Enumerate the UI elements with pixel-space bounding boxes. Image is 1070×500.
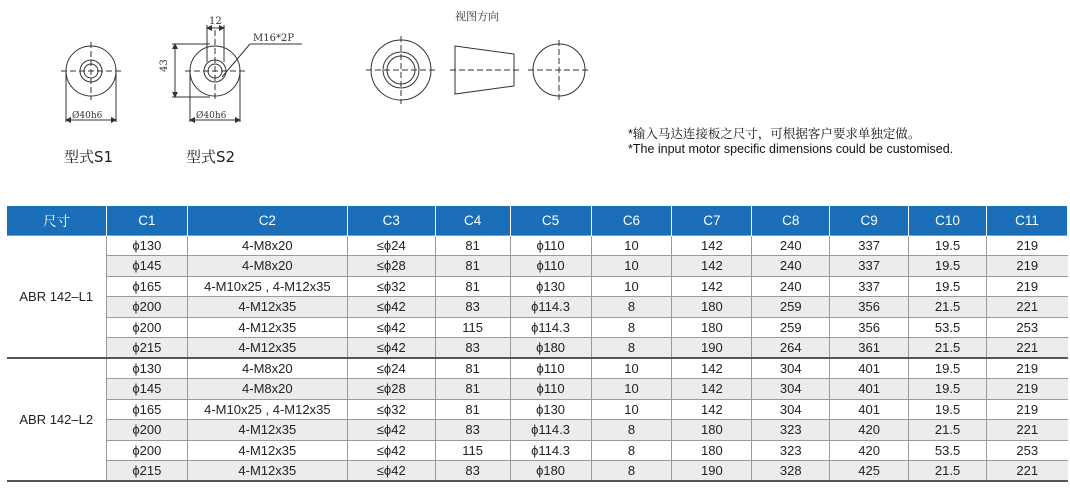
table-cell: 4-M12x35 [187,440,347,461]
table-cell: 219 [987,235,1068,256]
table-cell: 4-M12x35 [187,317,347,338]
table-cell: ≤ϕ42 [347,297,435,318]
table-cell: 337 [830,276,909,297]
column-header: C2 [187,206,347,235]
table-cell: 142 [672,379,752,400]
table-cell: 240 [752,256,830,277]
table-cell: 420 [830,440,909,461]
type-s1-label: 型式S1 [64,148,114,166]
table-row [7,276,1068,297]
table-cell: ≤ϕ42 [347,440,435,461]
table-cell: 8 [591,440,672,461]
table-cell: ≤ϕ28 [347,379,435,400]
column-header: C5 [510,206,591,235]
table-cell: 8 [591,317,672,338]
table-cell: 4-M12x35 [187,297,347,318]
table-cell: ϕ114.3 [510,420,591,441]
table-cell: ≤ϕ32 [347,399,435,420]
table-cell: ≤ϕ42 [347,420,435,441]
s2-width-dim: 12 [209,16,222,27]
table-cell: 8 [591,420,672,441]
table-cell: ≤ϕ42 [347,317,435,338]
table-cell: 259 [752,297,830,318]
table-cell: 328 [752,461,830,482]
table-row [7,379,1068,400]
table-cell: 81 [435,256,510,277]
table-cell: ϕ114.3 [510,440,591,461]
table-cell: 221 [987,420,1068,441]
table-cell: 4-M8x20 [187,358,347,379]
table-cell: 83 [435,461,510,482]
table-cell: ϕ200 [106,297,187,318]
column-header: C6 [591,206,672,235]
table-cell: 219 [987,256,1068,277]
table-cell: 323 [752,420,830,441]
table-cell: 4-M12x35 [187,420,347,441]
table-cell: ϕ200 [106,420,187,441]
drawing-canvas [0,0,1070,200]
table-row [7,358,1068,379]
s1-shaft-drawing [61,42,121,122]
model-cell: ABR 142–L2 [7,358,107,481]
table-cell: 10 [591,276,672,297]
table-cell: 142 [672,399,752,420]
table-cell: 19.5 [909,399,987,420]
table-cell: 4-M8x20 [187,379,347,400]
s2-height-dim: 43 [159,59,170,72]
s1-diameter-label: Ø40h6 [72,111,103,121]
table-cell: 264 [752,338,830,359]
table-cell: 240 [752,276,830,297]
column-header: C3 [347,206,435,235]
table-cell: 323 [752,440,830,461]
table-cell: 19.5 [909,256,987,277]
table-cell: 81 [435,379,510,400]
table-cell: 221 [987,338,1068,359]
table-cell: 8 [591,461,672,482]
table-cell: ϕ180 [510,338,591,359]
table-cell: 83 [435,338,510,359]
table-cell: 21.5 [909,420,987,441]
type-s2-label: 型式S2 [186,148,236,166]
table-cell: 10 [591,358,672,379]
s2-diameter-label: Ø40h6 [196,111,227,121]
table-cell: 253 [987,317,1068,338]
column-header: C10 [909,206,987,235]
view-front-drawing [366,36,436,104]
s2-thread-label: M16*2P [253,33,295,44]
table-cell: 4-M8x20 [187,235,347,256]
table-cell: 356 [830,317,909,338]
table-cell: 221 [987,461,1068,482]
table-cell: 259 [752,317,830,338]
table-cell: 53.5 [909,440,987,461]
table-cell: ≤ϕ42 [347,461,435,482]
view-direction-title: 视图方向 [455,10,499,23]
table-cell: 180 [672,440,752,461]
table-cell: 425 [830,461,909,482]
table-cell: 83 [435,297,510,318]
table-row [7,317,1068,338]
model-cell: ABR 142–L1 [7,235,107,358]
table-cell: 253 [987,440,1068,461]
table-cell: 190 [672,338,752,359]
table-cell: ϕ200 [106,440,187,461]
table-cell: 81 [435,235,510,256]
table-cell: 10 [591,399,672,420]
table-cell: ϕ130 [106,358,187,379]
table-cell: 142 [672,358,752,379]
table-row [7,461,1068,482]
table-row [7,297,1068,318]
table-cell: 8 [591,338,672,359]
table-cell: 19.5 [909,379,987,400]
column-header: C7 [672,206,752,235]
table-cell: ϕ145 [106,379,187,400]
table-cell: 19.5 [909,235,987,256]
table-cell: 142 [672,235,752,256]
table-cell: 10 [591,379,672,400]
table-row [7,399,1068,420]
table-cell: 180 [672,420,752,441]
table-cell: 180 [672,297,752,318]
table-cell: ϕ114.3 [510,297,591,318]
table-cell: ϕ215 [106,338,187,359]
table-cell: 304 [752,399,830,420]
table-group-l2 [7,358,1068,481]
table-cell: ϕ200 [106,317,187,338]
table-cell: ≤ϕ24 [347,358,435,379]
table-cell: ϕ130 [106,235,187,256]
table-cell: 219 [987,399,1068,420]
table-cell: 337 [830,256,909,277]
table-cell: 81 [435,358,510,379]
table-group-l1 [7,235,1068,358]
table-cell: 81 [435,399,510,420]
table-cell: 219 [987,276,1068,297]
table-cell: ϕ110 [510,379,591,400]
table-row [7,338,1068,359]
table-cell: 81 [435,276,510,297]
column-header: C9 [830,206,909,235]
column-header: 尺寸 [7,206,107,235]
column-header: C11 [987,206,1068,235]
table-cell: 304 [752,379,830,400]
table-cell: 53.5 [909,317,987,338]
table-cell: ≤ϕ28 [347,256,435,277]
table-cell: 19.5 [909,358,987,379]
table-cell: 190 [672,461,752,482]
table-cell: ϕ180 [510,461,591,482]
note-chinese: *输入马达连接板之尺寸，可根据客户要求单独定做。 [628,127,921,141]
table-cell: 142 [672,256,752,277]
table-cell: 219 [987,358,1068,379]
table-cell: 4-M10x25 , 4-M12x35 [187,276,347,297]
table-cell: 83 [435,420,510,441]
table-cell: 142 [672,276,752,297]
table-cell: ≤ϕ32 [347,276,435,297]
column-header: C1 [106,206,187,235]
dimension-table [6,206,1068,482]
table-cell: 401 [830,399,909,420]
table-cell: ϕ130 [510,276,591,297]
table-cell: 219 [987,379,1068,400]
table-cell: 115 [435,440,510,461]
table-cell: 401 [830,379,909,400]
column-header: C8 [752,206,830,235]
customization-note [628,127,953,157]
table-cell: 115 [435,317,510,338]
table-cell: 21.5 [909,297,987,318]
table-cell: 4-M12x35 [187,461,347,482]
table-row [7,440,1068,461]
table-cell: 361 [830,338,909,359]
table-header-row [7,206,1068,235]
view-rear-drawing [528,40,590,100]
table-cell: 180 [672,317,752,338]
view-side-drawing [450,46,520,94]
table-cell: 4-M12x35 [187,338,347,359]
table-cell: 19.5 [909,276,987,297]
table-cell: 8 [591,297,672,318]
column-header: C4 [435,206,510,235]
table-cell: 221 [987,297,1068,318]
table-cell: 420 [830,420,909,441]
table-cell: 401 [830,358,909,379]
table-cell: 240 [752,235,830,256]
table-cell: ≤ϕ24 [347,235,435,256]
table-cell: 4-M8x20 [187,256,347,277]
table-row [7,235,1068,256]
table-cell: 10 [591,256,672,277]
table-cell: ϕ114.3 [510,317,591,338]
table-cell: ϕ130 [510,399,591,420]
table-row [7,256,1068,277]
technical-drawings [0,0,1070,200]
table-cell: 356 [830,297,909,318]
table-cell: 304 [752,358,830,379]
table-cell: 4-M10x25 , 4-M12x35 [187,399,347,420]
note-english: *The input motor specific dimensions could be customised. [628,142,954,156]
table-cell: ϕ215 [106,461,187,482]
table-cell: 21.5 [909,461,987,482]
table-cell: 337 [830,235,909,256]
table-cell: ϕ110 [510,235,591,256]
table-cell: 21.5 [909,338,987,359]
table-cell: ϕ145 [106,256,187,277]
table-cell: ϕ165 [106,399,187,420]
table-cell: ϕ110 [510,256,591,277]
table-cell: 10 [591,235,672,256]
table-cell: ϕ110 [510,358,591,379]
table-cell: ≤ϕ42 [347,338,435,359]
table-cell: ϕ165 [106,276,187,297]
table-row [7,420,1068,441]
